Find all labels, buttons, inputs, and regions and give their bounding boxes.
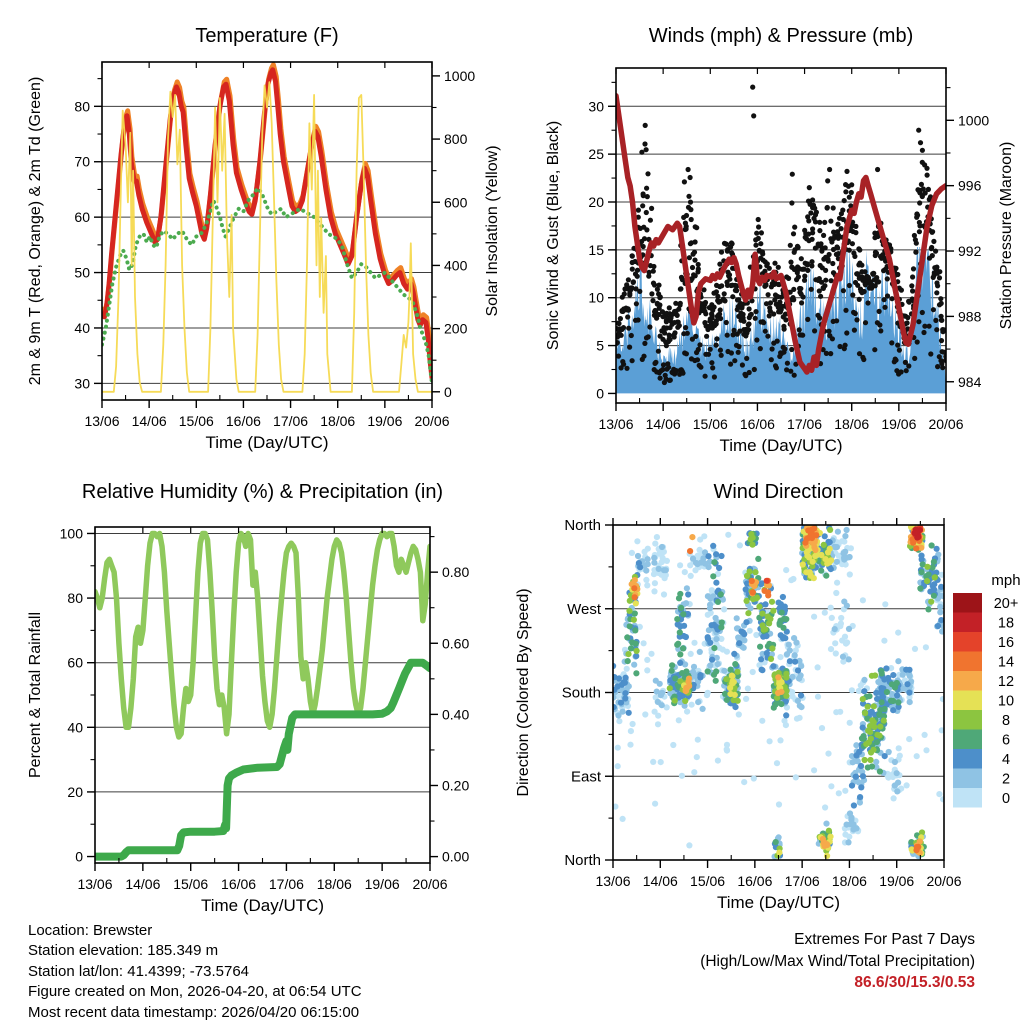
y-tick-label: East [570, 768, 601, 786]
temperature-panel [0, 0, 512, 470]
panel-title: Winds (mph) & Pressure (mb) [648, 25, 914, 47]
x-tick-label: 20/06 [412, 876, 448, 892]
x-tick-label: 15/06 [178, 413, 214, 429]
y-tick-label: 40 [67, 719, 83, 736]
x-axis-label: Time (Day/UTC) [719, 436, 843, 455]
y2-tick-label: 0.80 [442, 564, 470, 581]
y2-tick-label: 1000 [444, 67, 476, 84]
colorbar-label: 2 [1001, 771, 1011, 788]
x-tick-label: 17/06 [268, 876, 304, 892]
x-tick-label: 17/06 [787, 416, 823, 432]
y-axis-label: Percent & Total Rainfall [27, 611, 44, 779]
y-tick-label: 25 [588, 146, 604, 163]
x-tick-label: 20/06 [414, 413, 450, 429]
x-tick-label: 16/06 [225, 413, 261, 429]
y-tick-label: 30 [588, 98, 604, 115]
y-tick-label: 5 [596, 337, 604, 354]
series-t9m [103, 65, 433, 373]
x-axis-label: Time (Day/UTC) [205, 433, 329, 452]
y-tick-label: 20 [67, 783, 83, 800]
y-tick-label: 100 [59, 525, 83, 542]
station-footer [28, 921, 362, 1023]
y-tick-label: 50 [74, 264, 90, 281]
y-tick-label: South [561, 684, 601, 702]
x-tick-label: 18/06 [834, 416, 870, 432]
y2-tick-label: 984 [958, 373, 982, 390]
y-tick-label: 0 [75, 848, 83, 865]
x-tick-label: 20/06 [928, 416, 964, 432]
series-dir [610, 523, 947, 860]
y2-tick-label: 0.60 [442, 635, 470, 652]
colorbar-title: mph [991, 572, 1021, 589]
x-tick-label: 14/06 [131, 413, 167, 429]
footer-elevation: Station elevation: 185.349 m [28, 942, 219, 960]
y2-tick-label: 800 [444, 131, 468, 148]
colorbar-label: 10 [997, 693, 1015, 710]
y-axis-label: Direction (Colored By Speed) [515, 588, 532, 797]
x-tick-label: 14/06 [642, 873, 678, 889]
x-tick-label: 15/06 [173, 876, 209, 892]
panel-title: Wind Direction [713, 481, 844, 503]
x-tick-label: 15/06 [690, 873, 726, 889]
y-tick-label: North [564, 517, 601, 534]
panel-title: Temperature (F) [195, 25, 339, 47]
winds-pressure-panel [512, 0, 1024, 470]
panel-title: Relative Humidity (%) & Precipitation (in) [81, 481, 444, 503]
y2-tick-label: 0.00 [442, 848, 470, 865]
x-tick-label: 16/06 [737, 873, 773, 889]
y2-tick-label: 200 [444, 320, 468, 337]
colorbar-label: 8 [1001, 712, 1011, 729]
x-axis-label: Time (Day/UTC) [200, 896, 325, 915]
y-tick-label: 70 [74, 153, 90, 170]
y2-tick-label: 0 [444, 383, 452, 400]
extremes-value: 86.6/30/15.3/0.53 [854, 974, 975, 991]
y-tick-label: 15 [588, 241, 604, 258]
y-axis-label: Sonic Wind & Gust (Blue, Black) [545, 120, 562, 351]
y2-tick-label: 0.40 [442, 706, 470, 723]
x-tick-label: 17/06 [784, 873, 820, 889]
y-tick-label: North [564, 852, 601, 869]
x-tick-label: 14/06 [645, 416, 681, 432]
colorbar-label: 4 [1001, 751, 1011, 768]
y2-tick-label: 988 [958, 308, 982, 325]
y2-tick-label: 996 [958, 177, 982, 194]
x-tick-label: 18/06 [320, 413, 356, 429]
x-tick-label: 19/06 [367, 413, 403, 429]
footer-created: Figure created on Mon, 2026-04-20, at 06:54 UTC [28, 983, 362, 1001]
gridlines [102, 106, 432, 383]
series-group [102, 65, 433, 392]
x-tick-label: 17/06 [273, 413, 309, 429]
x-tick-label: 15/06 [692, 416, 728, 432]
colorbar-label: 16 [997, 634, 1015, 651]
x-tick-label: 13/06 [595, 873, 631, 889]
x-tick-label: 16/06 [221, 876, 257, 892]
series-group [95, 534, 430, 857]
x-tick-label: 20/06 [926, 873, 962, 889]
y-tick-label: 80 [74, 98, 90, 115]
colorbar-label: 14 [997, 654, 1015, 671]
y-tick-label: 20 [588, 194, 604, 210]
x-tick-label: 18/06 [831, 873, 867, 889]
x-tick-label: 13/06 [77, 876, 113, 892]
colorbar-label: 6 [1001, 732, 1011, 749]
x-tick-label: 16/06 [739, 416, 775, 432]
x-tick-label: 13/06 [598, 416, 634, 432]
y2-tick-label: 600 [444, 194, 468, 211]
x-tick-label: 19/06 [879, 873, 915, 889]
y-tick-label: 30 [74, 375, 90, 392]
colorbar-label: 20+ [993, 595, 1019, 612]
y-tick-label: 60 [67, 654, 83, 671]
x-tick-label: 19/06 [881, 416, 917, 432]
humidity-precip-panel [0, 470, 512, 930]
series-group [610, 523, 947, 860]
y2-tick-label: 1000 [958, 112, 990, 129]
y2-tick-label: 992 [958, 243, 982, 260]
y-tick-label: West [567, 600, 601, 618]
y-tick-label: 80 [67, 590, 83, 607]
footer-timestamp: Most recent data timestamp: 2026/04/20 06:15:00 [28, 1003, 360, 1021]
y-tick-label: 60 [74, 209, 90, 226]
y2-axis-label: Solar Insolation (Yellow) [484, 145, 501, 317]
y2-tick-label: 400 [444, 257, 468, 274]
x-tick-label: 18/06 [316, 876, 352, 892]
y2-tick-label: 0.20 [442, 777, 470, 794]
y-axis-label: 2m & 9m T (Red, Orange) & 2m Td (Green) [27, 76, 44, 386]
y2-axis-label: Station Pressure (Maroon) [998, 141, 1015, 330]
series-rh [95, 534, 430, 738]
footer-location: Location: Brewster [28, 922, 153, 939]
y-tick-label: 0 [596, 385, 604, 402]
colorbar-label: 18 [997, 615, 1015, 632]
x-axis-label: Time (Day/UTC) [716, 893, 841, 912]
colorbar-label: 0 [1001, 790, 1011, 807]
series-group [613, 85, 949, 394]
x-tick-label: 19/06 [364, 876, 400, 892]
y-tick-label: 10 [588, 289, 604, 306]
extremes-block [700, 929, 975, 994]
extremes-subtitle: (High/Low/Max Wind/Total Precipitation) [700, 952, 975, 970]
x-tick-label: 13/06 [84, 413, 120, 429]
extremes-title: Extremes For Past 7 Days [794, 931, 975, 948]
wind-direction-panel [512, 470, 1024, 930]
speed-colorbar [953, 572, 1021, 808]
y-tick-label: 40 [74, 319, 90, 336]
footer-latlon: Station lat/lon: 41.4399; -73.5764 [28, 962, 250, 980]
colorbar-label: 12 [997, 673, 1015, 690]
x-tick-label: 14/06 [125, 876, 161, 892]
